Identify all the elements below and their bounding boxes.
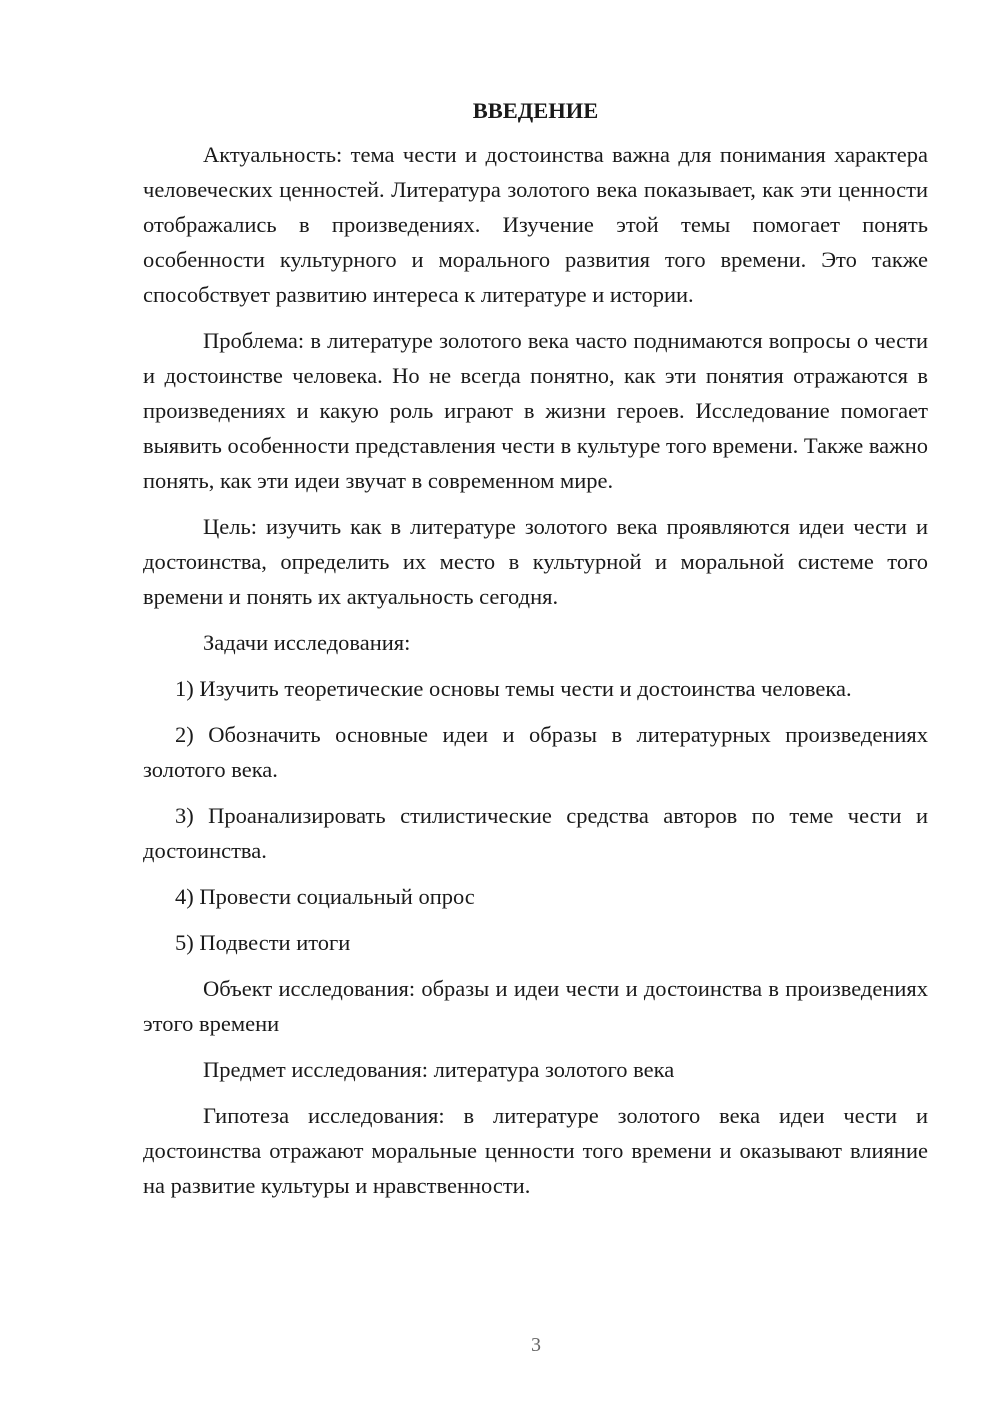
object-paragraph: Объект исследования: образы и идеи чести и достоинства в произведениях этого времени [143, 976, 928, 1036]
task-item-1: 1) Изучить теоретические основы темы чести и достоинства человека. [175, 676, 852, 701]
goal-paragraph: Цель: изучить как в литературе золотого века проявляются идеи чести и достоинства, определить их место в культурной и моральной системе того времени и понять их актуальность сегодня. [143, 514, 928, 609]
subject-paragraph: Предмет исследования: литература золотого века [203, 1057, 675, 1082]
problem-paragraph: Проблема: в литературе золотого века часто поднимаются вопросы о чести и достоинстве человека. Но не всегда понятно, как эти понятия отражаются в произведениях и какую роль играют в жизни героев. Исследование помогает выявить особенности представления чести в культуре того времени. Также важно понять, как эти идеи звучат в современном мире. [143, 328, 928, 493]
page-number: 3 [531, 1334, 541, 1356]
relevance-paragraph: Актуальность: тема чести и достоинства важна для понимания характера человеческих ценностей. Литература золотого века показывает, как эти ценности отображались в произведениях. Изучение этой темы помогает понять особенности культурного и морального развития того времени. Это также способствует развитию интереса к литературе и истории. [143, 142, 928, 307]
document-page [143, 92, 928, 1214]
section-title: ВВЕДЕНИЕ [472, 98, 599, 123]
task-item-5: 5) Подвести итоги [175, 930, 351, 955]
task-item-2: 2) Обозначить основные идеи и образы в литературных произведениях золотого века. [143, 722, 928, 782]
tasks-heading: Задачи исследования: [203, 630, 411, 655]
task-item-3: 3) Проанализировать стилистические средства авторов по теме чести и достоинства. [143, 803, 928, 863]
task-item-4: 4) Провести социальный опрос [175, 884, 475, 909]
hypothesis-paragraph: Гипотеза исследования: в литературе золотого века идеи чести и достоинства отражают моральные ценности того времени и оказывают влияние на развитие культуры и нравственности. [143, 1103, 928, 1198]
